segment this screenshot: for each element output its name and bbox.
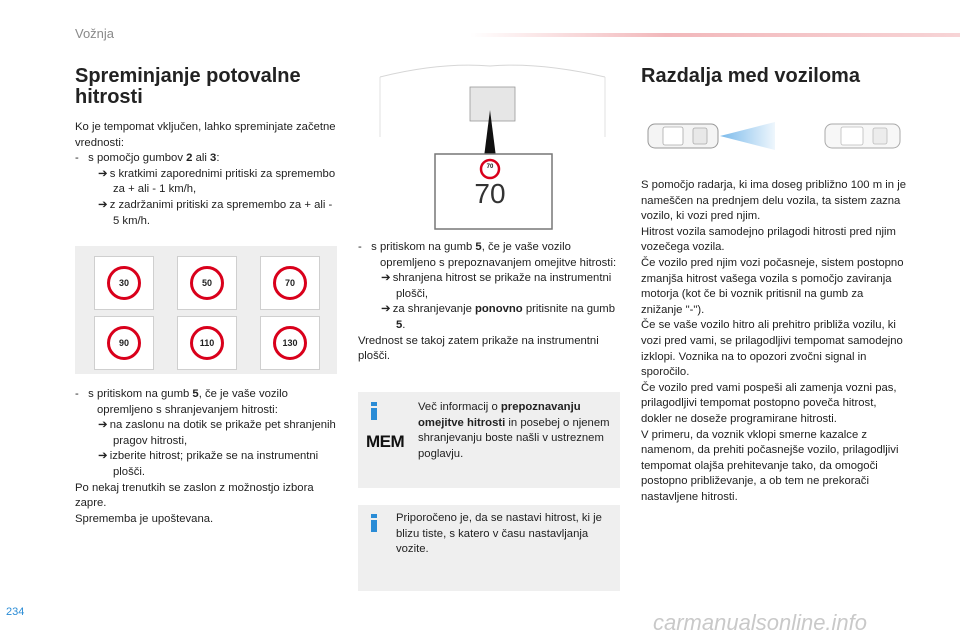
section-title: Vožnja	[75, 26, 115, 41]
page-number: 234	[6, 606, 25, 618]
arrow-icon: ➔	[98, 419, 108, 432]
sub-touchscreen: ➔ na zaslonu na dotik se prikaže pet shranjenih pragov hitrosti,	[98, 419, 336, 447]
info-icon	[371, 402, 377, 420]
paragraph: Če vozilo pred vami pospeši ali zamenja vozni pas, prilagodljivi tempomat postopno poveča hitrost, dokler ne doseže programirane hitrosti.	[641, 381, 897, 425]
sign-cell	[94, 316, 154, 370]
bullet-recognition: - s pritiskom na gumb 5, če je vaše vozilo opremljeno s prepoznavanjem omejitve hitrosti:	[358, 241, 617, 269]
left-heading: Spreminjanje potovalne hitrosti	[75, 65, 301, 108]
speed-sign-70: 70	[273, 266, 307, 300]
arrow-icon: ➔	[98, 167, 108, 180]
speed-sign-110: 110	[190, 326, 224, 360]
paragraph: Hitrost vozila samodejno prilagodi hitrosti pred njim vozečega vozila.	[641, 225, 896, 254]
sub-select: ➔ izberite hitrost; prikaže se na instrumentni plošči.	[98, 450, 319, 478]
after-text-2: Sprememba je upoštevana.	[75, 512, 214, 525]
speed-signs-panel	[75, 246, 337, 374]
paragraph: V primeru, da voznik vklopi smerne kazalce z namenom, da prehiti počasnejše vozilo, prilagodljivi tempomat olajša prehitevanje tako, da omogoči postopno približevanje, a ob tem ne prekorači nastavljene hitrosti.	[641, 428, 899, 503]
arrow-icon: ➔	[381, 272, 391, 285]
cars-radar-illustration	[645, 112, 905, 160]
sub-stored-speed: ➔ shranjena hitrost se prikaže na instrumentni plošči,	[381, 272, 612, 300]
watermark: carmanualsonline.info	[653, 610, 868, 635]
info-box-recommend	[358, 505, 620, 591]
speed-sign-130: 130	[273, 326, 307, 360]
header-accent-bar	[470, 33, 960, 37]
left-intro-block	[75, 120, 340, 229]
sub-press-again: ➔ za shranjevanje ponovno pritisnite na gumb 5.	[381, 303, 615, 331]
arrow-icon: ➔	[98, 198, 108, 211]
info-box-mem	[358, 392, 620, 488]
left-memory-block	[75, 387, 340, 527]
arrow-icon: ➔	[381, 303, 391, 316]
paragraph: Če vozilo pred njim vozi počasneje, sistem postopno zmanjša hitrost vašega vozila s pomočjo zaviranja motorja (kot če bi voznik pritisnil na gumb za znižanje "-").	[641, 256, 904, 316]
sub-long-press: ➔ z zadržanimi pritiski za spremembo za + ali - 5 km/h.	[98, 198, 333, 227]
small-speed-sign: 70	[486, 164, 494, 170]
sign-cell	[260, 316, 320, 370]
intro-text: Ko je tempomat vključen, lahko spreminjate začetne vrednosti:	[75, 121, 336, 149]
sign-cell	[94, 256, 154, 310]
arrow-icon: ➔	[98, 450, 108, 463]
middle-after-text: Vrednost se takoj zatem prikaže na instrumentni plošči.	[358, 334, 599, 363]
after-text-1: Po nekaj trenutkih se zaslon z možnostjo izbora zapre.	[75, 481, 314, 510]
sub-short-press: ➔ s kratkimi zaporednimi pritiski za spremembo za + ali - 1 km/h,	[98, 167, 336, 196]
info-icon	[371, 514, 377, 532]
paragraph: S pomočjo radarja, ki ima doseg približno 100 m in je nameščen na prednjem delu vozila, ta sistem zazna vozilo, ki vozi pred njim.	[641, 179, 906, 223]
bullet-memory: - s pritiskom na gumb 5, če je vaše vozilo opremljeno s shranjevanjem hitrosti:	[75, 388, 288, 416]
sign-cell	[177, 256, 237, 310]
speed-sign-90: 90	[107, 326, 141, 360]
middle-recognition-block	[358, 240, 620, 365]
speed-sign-30: 30	[107, 266, 141, 300]
display-speed: 70	[474, 178, 506, 209]
mem-label: MEM	[366, 432, 405, 451]
sign-cell	[177, 316, 237, 370]
right-heading: Razdalja med voziloma	[641, 65, 860, 87]
speed-sign-50: 50	[190, 266, 224, 300]
bullet-buttons: - s pomočjo gumbov 2 ali 3:	[75, 152, 220, 165]
paragraph: Če se vaše vozilo hitro ali prehitro približa vozilu, ki vozi pred vami, se prilagodljivi tempomat samodejno izklopi. Voznika na to opozori zvočni signal in sporočilo.	[641, 319, 903, 379]
info-text-1: Več informacij o prepoznavanju omejitve hitrosti in posebej o njenem shranjevanju boste našli v ustreznem poglavju.	[418, 401, 610, 460]
info-text-2: Priporočeno je, da se nastavi hitrost, ki je blizu tiste, s katero v času nastavljanja vozite.	[396, 512, 602, 556]
right-text-block	[641, 178, 906, 505]
sign-cell	[260, 256, 320, 310]
